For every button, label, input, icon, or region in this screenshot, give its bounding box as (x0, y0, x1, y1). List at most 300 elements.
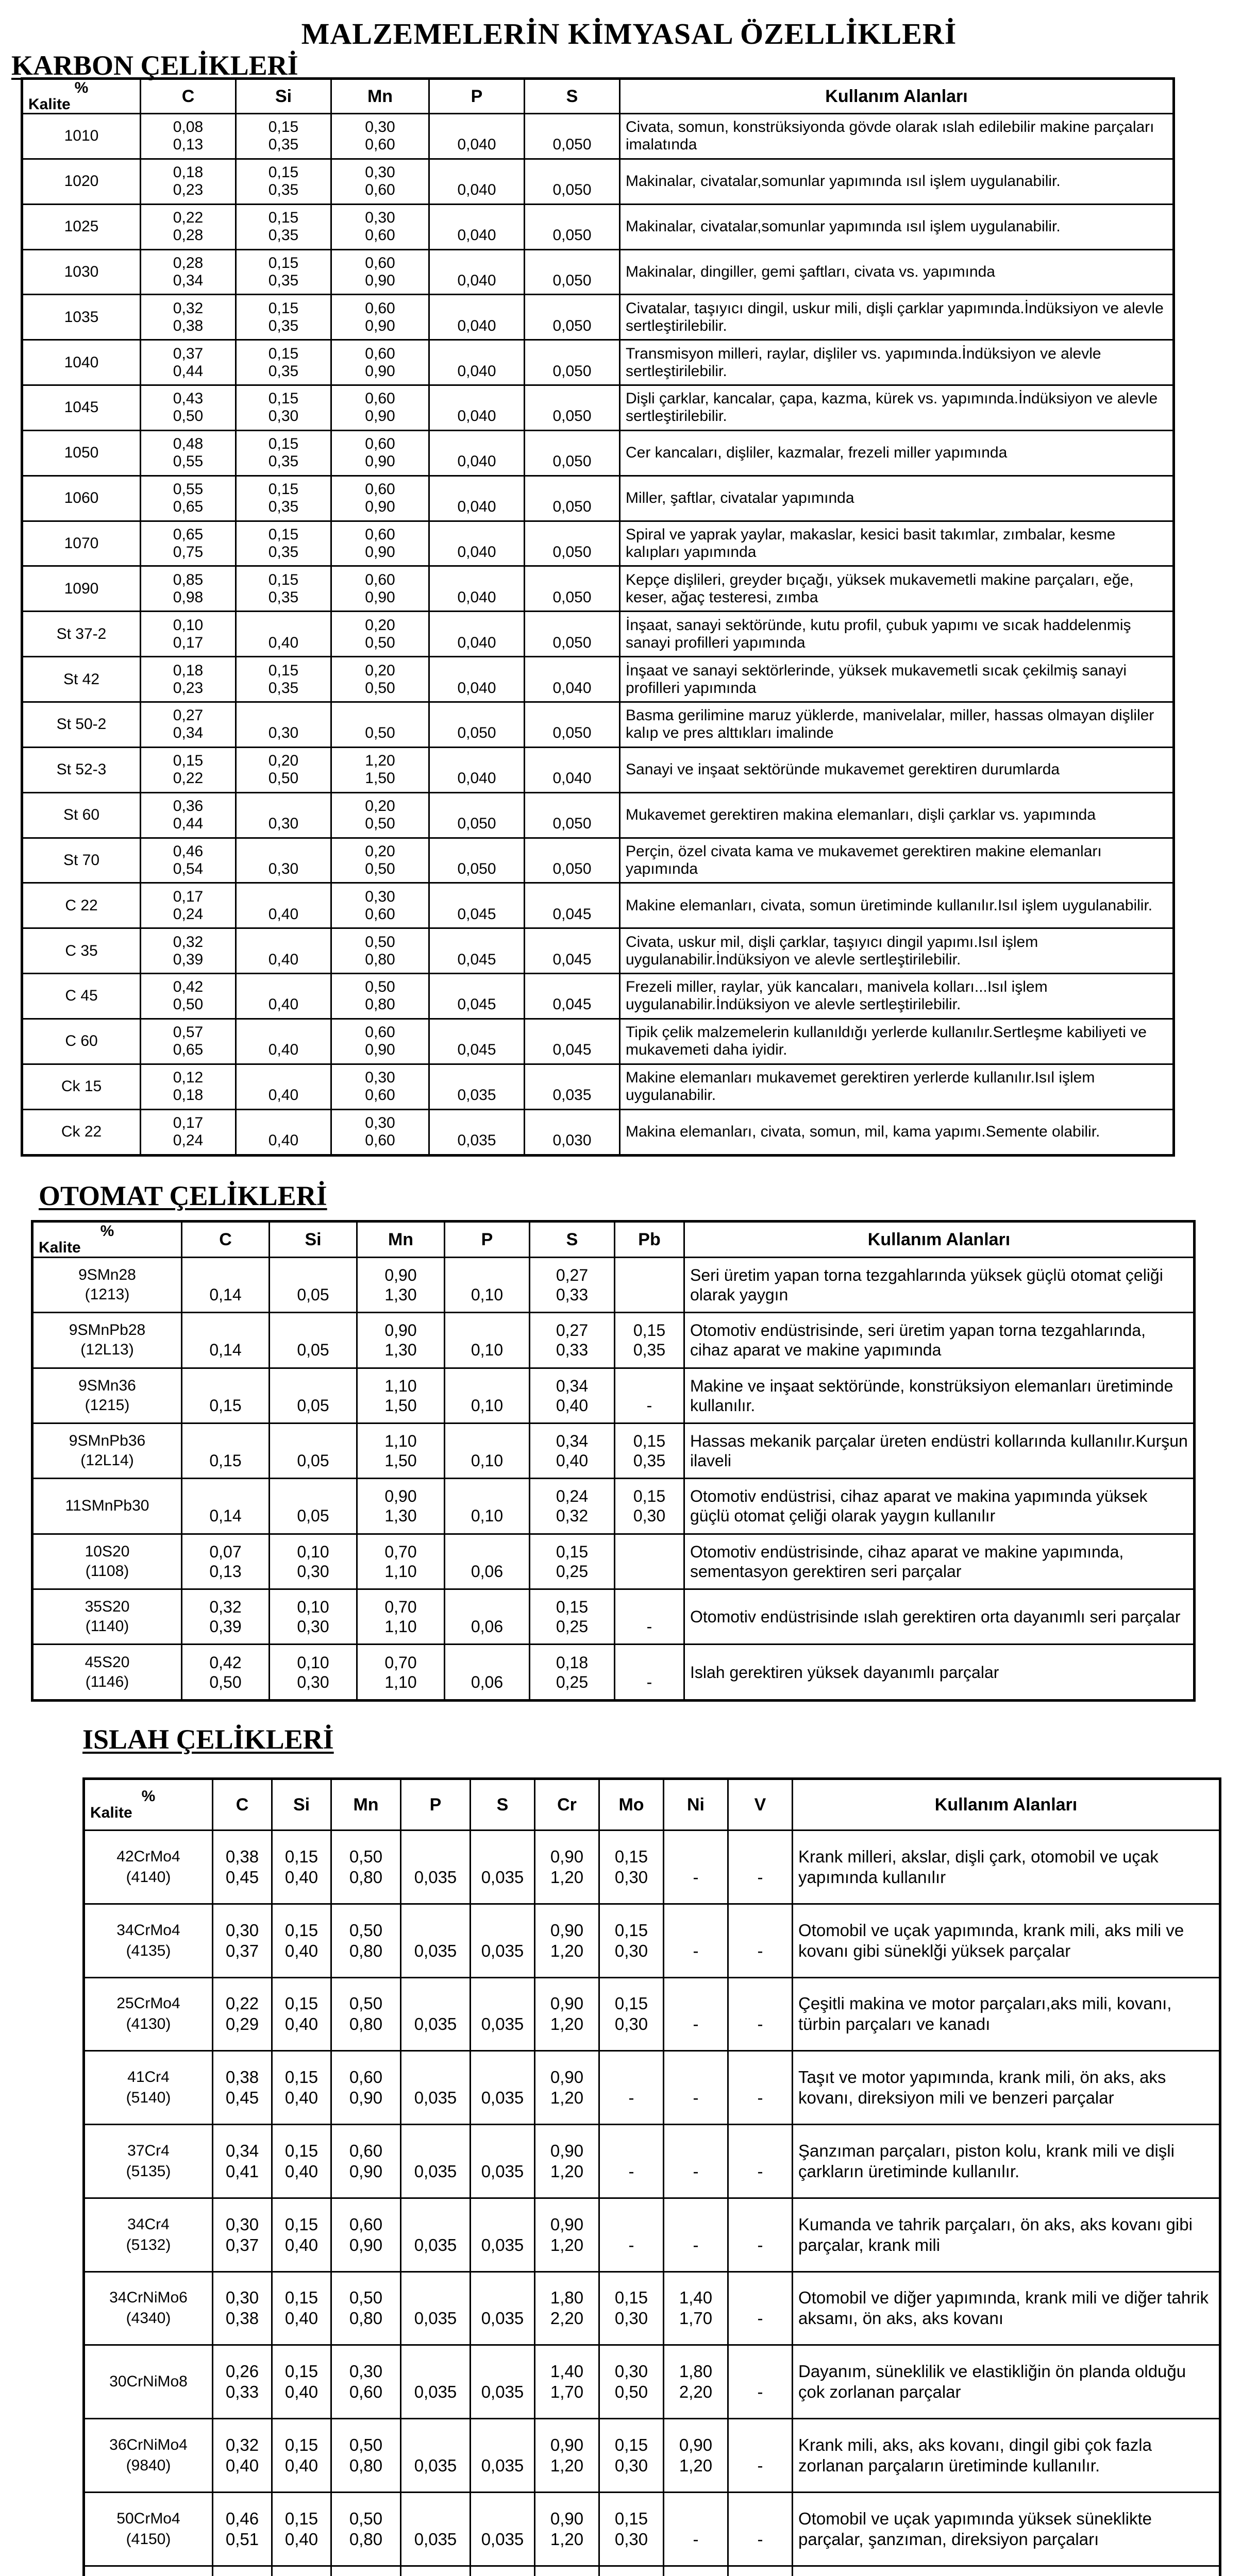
value-min: 0,50 (349, 1994, 383, 2013)
usage-cell: Miller, şaftlar, civatalar yapımında (620, 476, 1174, 521)
value-max: 0,050 (552, 724, 592, 742)
value-cell (525, 1064, 620, 1109)
value-cell (236, 476, 331, 521)
table-row (32, 1645, 1195, 1701)
value-max: 0,33 (225, 2382, 259, 2402)
value-cell (728, 2051, 793, 2125)
value-cell (445, 1313, 530, 1368)
value-min (188, 1486, 263, 1506)
column-header: C (213, 1779, 272, 1831)
value-cell (331, 159, 429, 204)
usage-cell: Taşıt ve motor yapımında, krank mili, ön aks, aks kovanı, direksiyon mili ve benzeri parçalar (793, 2051, 1220, 2125)
value-cell (599, 1831, 664, 1904)
value-min (476, 2067, 529, 2088)
value-cell (331, 2272, 401, 2345)
value-max: 0,05 (297, 1451, 329, 1470)
value-min (530, 209, 614, 227)
value-min: 0,10 (297, 1542, 329, 1561)
value-min (605, 2214, 658, 2235)
value-max: 1,20 (550, 2529, 584, 2549)
value-cell (471, 2051, 535, 2125)
value-min (530, 345, 614, 363)
value-max: 0,35 (633, 1341, 666, 1360)
quality-cell (84, 1904, 213, 1977)
usage-cell (793, 2566, 1220, 2576)
value-min (435, 164, 518, 181)
value-max: 0,50 (365, 679, 395, 697)
value-cell (270, 1589, 357, 1644)
value-max: 0,06 (471, 1672, 504, 1691)
value-cell (525, 702, 620, 747)
value-min (407, 1846, 464, 1867)
value-max: 0,24 (173, 1132, 204, 1149)
value-min: 0,50 (349, 2435, 383, 2454)
value-min: 0,27 (556, 1266, 589, 1285)
value-min: 0,30 (365, 1114, 395, 1132)
value-cell (141, 340, 236, 385)
value-cell (182, 1479, 270, 1534)
value-max: 0,40 (268, 634, 299, 651)
table-row (84, 1977, 1220, 2051)
quality-name: C 22 (65, 896, 98, 914)
value-cell (401, 2566, 471, 2576)
value-max: 0,23 (173, 679, 204, 697)
table-row (84, 2492, 1220, 2566)
value-max: 0,23 (173, 181, 204, 199)
value-max: 0,035 (481, 2088, 524, 2108)
value-min: 0,30 (614, 2362, 648, 2381)
value-min (407, 2435, 464, 2455)
table-row (22, 838, 1174, 883)
value-cell (270, 1258, 357, 1313)
value-min: 0,18 (556, 1653, 589, 1672)
value-min (407, 2287, 464, 2308)
usage-cell: İnşaat, sanayi sektöründe, kutu profil, çubuk yapımı ve sıcak haddelenmiş sanayi profilleri yapımında (620, 612, 1174, 657)
value-min: 0,32 (173, 933, 204, 951)
value-cell (664, 2419, 728, 2493)
value-cell (530, 1423, 615, 1478)
value-cell (236, 385, 331, 431)
value-min (530, 752, 614, 770)
value-min (530, 481, 614, 498)
value-cell (429, 340, 525, 385)
value-cell (525, 883, 620, 928)
value-min (435, 526, 518, 544)
value-max: 0,33 (556, 1285, 589, 1304)
value-cell (141, 747, 236, 792)
value-min (620, 1597, 678, 1617)
table-row (84, 2051, 1220, 2125)
value-cell (141, 974, 236, 1019)
value-max: 0,050 (457, 815, 496, 833)
value-min: 0,43 (173, 390, 204, 408)
value-max: 0,13 (209, 1562, 242, 1581)
value-cell (615, 1534, 684, 1589)
value-max: - (693, 1941, 699, 1960)
value-cell (599, 1977, 664, 2051)
value-cell (535, 2272, 599, 2345)
value-cell (331, 747, 429, 792)
value-max: 0,06 (471, 1617, 504, 1636)
value-cell (331, 792, 429, 838)
header-kalite (22, 79, 141, 114)
value-min: 0,30 (349, 2362, 383, 2381)
value-cell (728, 1831, 793, 1904)
value-min (435, 978, 518, 996)
value-max: 0,90 (365, 453, 395, 470)
usage-cell: Seri üretim yapan torna tezgahlarında yüksek güçlü otomat çeliği olarak yaygın (684, 1258, 1195, 1313)
value-max: 0,90 (365, 362, 395, 380)
value-min (242, 1024, 325, 1041)
value-max: 0,30 (297, 1562, 329, 1581)
value-cell (331, 2051, 401, 2125)
quality-cell (32, 1589, 182, 1644)
value-max: 0,55 (173, 453, 204, 470)
value-min: 0,15 (268, 299, 299, 317)
value-min (435, 1114, 518, 1132)
value-min (435, 1024, 518, 1041)
value-min (530, 707, 614, 724)
value-min: 0,30 (365, 118, 395, 136)
value-cell (331, 566, 429, 612)
header-kalite (84, 1779, 213, 1831)
value-min (530, 526, 614, 544)
value-cell (429, 430, 525, 476)
quality-cell (22, 792, 141, 838)
value-cell (429, 249, 525, 295)
value-min (435, 707, 518, 724)
value-min: 0,15 (173, 752, 204, 770)
value-cell (599, 2051, 664, 2125)
table-row (32, 1313, 1195, 1368)
value-min (530, 798, 614, 815)
value-min: 0,90 (550, 2214, 584, 2234)
value-cell (525, 159, 620, 204)
value-min (530, 1024, 614, 1041)
value-max: 0,40 (268, 951, 299, 968)
value-min: 0,20 (365, 616, 395, 634)
value-min (407, 1993, 464, 2014)
value-min (476, 2141, 529, 2161)
value-max: 0,045 (457, 996, 496, 1013)
quality-cell (32, 1368, 182, 1423)
value-min: 0,15 (268, 435, 299, 453)
quality-name: (1140) (85, 1618, 129, 1635)
table-row (22, 747, 1174, 792)
value-max: 0,90 (365, 498, 395, 516)
value-max: 0,040 (552, 679, 592, 697)
quality-cell (84, 1977, 213, 2051)
value-min: 0,20 (365, 842, 395, 860)
value-max: 0,050 (457, 724, 496, 742)
value-max: 0,05 (297, 1285, 329, 1304)
value-cell (530, 1589, 615, 1644)
value-cell (429, 1109, 525, 1155)
value-cell (429, 792, 525, 838)
value-max: 0,035 (414, 2529, 457, 2549)
value-cell (213, 2272, 272, 2345)
value-max: 0,80 (365, 951, 395, 968)
value-cell (141, 249, 236, 295)
value-cell (535, 2345, 599, 2419)
value-min (407, 2361, 464, 2382)
value-max: - (757, 2161, 763, 2181)
value-min: 0,26 (225, 2362, 259, 2381)
value-cell (429, 114, 525, 159)
value-cell (525, 476, 620, 521)
value-min (734, 2361, 786, 2382)
value-cell (331, 657, 429, 702)
value-min (734, 2214, 786, 2235)
table-row (84, 1831, 1220, 1904)
table-row (22, 1109, 1174, 1155)
value-max: 0,035 (414, 2456, 457, 2475)
value-cell (525, 838, 620, 883)
value-max: 0,24 (173, 905, 204, 923)
value-min: 0,50 (365, 978, 395, 996)
value-max: 0,30 (297, 1617, 329, 1636)
section-title-otomat: OTOMAT ÇELİKLERİ (39, 1180, 327, 1211)
value-max: 0,050 (552, 453, 592, 470)
value-cell (535, 1977, 599, 2051)
quality-name: 25CrMo4 (116, 1995, 180, 2012)
value-cell (236, 566, 331, 612)
value-max: - (628, 2235, 634, 2255)
column-header: Si (236, 79, 331, 114)
value-max: 0,30 (614, 1941, 648, 1960)
usage-cell: Kepçe dişlileri, greyder bıçağı, yüksek mukavemetli makine parçaları, eğe, keser, ağaç testeresi, zımba (620, 566, 1174, 612)
value-max (620, 1562, 678, 1581)
value-max: 0,40 (556, 1451, 589, 1470)
value-cell (236, 747, 331, 792)
value-max: 0,05 (297, 1506, 329, 1526)
value-cell (728, 2492, 793, 2566)
value-cell (525, 385, 620, 431)
value-max: 0,40 (284, 2382, 318, 2402)
value-max: 0,41 (225, 2161, 259, 2181)
usage-cell: Otomotiv endüstrisinde ıslah gerektiren orta dayanımlı seri parçalar (684, 1589, 1195, 1644)
quality-name: St 42 (63, 670, 100, 688)
value-cell (429, 838, 525, 883)
value-min (530, 934, 614, 951)
value-max: 0,035 (414, 2309, 457, 2328)
value-max: 0,40 (284, 2161, 318, 2181)
value-cell (331, 114, 429, 159)
value-min (620, 1653, 678, 1672)
value-cell (615, 1479, 684, 1534)
value-max: 0,40 (284, 1941, 318, 1960)
value-min (530, 390, 614, 408)
value-max: - (757, 2529, 763, 2549)
value-min (476, 2435, 529, 2455)
column-header: Mn (331, 1779, 401, 1831)
value-cell (331, 521, 429, 566)
value-max: 0,37 (225, 2235, 259, 2255)
quality-name: 1060 (64, 489, 99, 507)
value-min: 0,15 (284, 1994, 318, 2013)
value-min (450, 1653, 524, 1672)
value-max: 0,035 (481, 1867, 524, 1887)
value-max: 0,040 (457, 227, 496, 244)
quality-name: (4150) (126, 2530, 171, 2548)
value-min (275, 1265, 351, 1285)
value-min (242, 843, 325, 860)
value-min: 0,32 (209, 1598, 242, 1617)
table-row (22, 114, 1174, 159)
value-min: 0,30 (365, 888, 395, 905)
value-cell (270, 1645, 357, 1701)
value-max: 0,34 (173, 272, 204, 289)
value-cell (272, 2419, 331, 2493)
column-header: P (429, 79, 525, 114)
value-cell (331, 883, 429, 928)
value-cell (535, 2419, 599, 2493)
value-cell (525, 295, 620, 340)
usage-cell: Çeşitli makina ve motor parçaları,aks mili, kovanı, türbin parçaları ve kanadı (793, 1977, 1220, 2051)
value-cell (141, 702, 236, 747)
value-max: 0,35 (633, 1451, 666, 1470)
quality-cell (32, 1258, 182, 1313)
value-cell (429, 657, 525, 702)
value-max: 0,40 (268, 996, 299, 1013)
value-cell (182, 1423, 270, 1478)
value-max: 0,06 (471, 1562, 504, 1581)
value-cell (429, 612, 525, 657)
value-cell (331, 249, 429, 295)
value-min (242, 617, 325, 634)
value-cell (331, 1977, 401, 2051)
value-min: 1,40 (550, 2362, 584, 2381)
quality-name: 1050 (64, 444, 99, 462)
quality-name: 1090 (64, 580, 99, 597)
value-max: 1,20 (550, 2014, 584, 2034)
quality-cell (32, 1645, 182, 1701)
value-cell (728, 1904, 793, 1977)
column-header: P (445, 1222, 530, 1258)
value-cell (357, 1368, 445, 1423)
quality-cell (32, 1313, 182, 1368)
value-cell (331, 2345, 401, 2419)
value-min (530, 1069, 614, 1087)
header-row (84, 1779, 1220, 1831)
value-min (188, 1431, 263, 1451)
value-min (734, 1846, 786, 1867)
quality-cell (84, 1831, 213, 1904)
value-min (435, 843, 518, 860)
table-otomat (31, 1220, 1196, 1702)
value-min: 0,42 (209, 1653, 242, 1672)
column-header: Pb (615, 1222, 684, 1258)
value-cell (525, 521, 620, 566)
usage-cell: İnşaat ve sanayi sektörlerinde, yüksek mukavemetli sıcak çekilmiş sanayi profilleri yapımında (620, 657, 1174, 702)
value-max: 0,035 (414, 2161, 457, 2181)
value-cell (182, 1368, 270, 1423)
value-max: 0,50 (209, 1672, 242, 1691)
value-min: 0,57 (173, 1024, 204, 1041)
value-cell (272, 2125, 331, 2198)
page-title: MALZEMELERİN KİMYASAL ÖZELLİKLERİ (301, 17, 957, 50)
value-cell (525, 657, 620, 702)
value-cell (331, 340, 429, 385)
value-min: 0,22 (173, 209, 204, 227)
value-cell (530, 1479, 615, 1534)
value-min: 0,60 (349, 2067, 383, 2087)
value-cell (471, 2566, 535, 2576)
quality-name: (4340) (126, 2310, 171, 2327)
value-min: 0,90 (550, 2435, 584, 2454)
value-cell (141, 159, 236, 204)
quality-name: 34Cr4 (127, 2215, 170, 2233)
value-max: 0,05 (297, 1341, 329, 1360)
value-max: 0,045 (457, 905, 496, 923)
value-max: 0,035 (457, 1132, 496, 1149)
value-cell (445, 1423, 530, 1478)
column-header: Ni (664, 1779, 728, 1831)
table-row (22, 385, 1174, 431)
value-cell (236, 159, 331, 204)
value-max: 0,37 (225, 1941, 259, 1960)
value-cell (728, 2345, 793, 2419)
value-max (620, 1285, 678, 1304)
quality-name: (1108) (85, 1562, 129, 1580)
value-max: 0,050 (552, 498, 592, 516)
value-min: 0,15 (284, 2141, 318, 2160)
quality-name: (1215) (85, 1396, 130, 1414)
value-max: 0,60 (365, 905, 395, 923)
value-cell (401, 1977, 471, 2051)
value-cell (429, 566, 525, 612)
column-header: Mo (599, 1779, 664, 1831)
quality-name: C 35 (65, 942, 98, 959)
value-cell (525, 114, 620, 159)
column-header: Mn (331, 79, 429, 114)
value-max: 1,50 (384, 1451, 417, 1470)
value-max: - (646, 1617, 652, 1636)
quality-name: 10S20 (85, 1543, 130, 1560)
value-cell (471, 1831, 535, 1904)
value-max: 0,040 (457, 544, 496, 561)
value-min: 0,15 (268, 481, 299, 498)
table-row (22, 974, 1174, 1019)
value-cell (615, 1423, 684, 1478)
table-row (84, 2198, 1220, 2272)
column-header: Mn (357, 1222, 445, 1258)
quality-cell (22, 1109, 141, 1155)
value-cell (615, 1313, 684, 1368)
value-min (669, 2509, 722, 2529)
value-max: 1,70 (550, 2382, 584, 2402)
value-max: 0,05 (297, 1396, 329, 1415)
value-cell (445, 1368, 530, 1423)
value-max: 0,050 (552, 588, 592, 606)
value-max: 0,90 (365, 317, 395, 334)
value-min: 0,50 (349, 2288, 383, 2308)
value-min: 0,15 (614, 2288, 648, 2308)
value-min (620, 1265, 678, 1285)
value-cell (272, 2345, 331, 2419)
value-min: 0,15 (268, 345, 299, 362)
value-min: 0,07 (209, 1542, 242, 1561)
table-karbon (21, 77, 1175, 1157)
value-min (734, 2141, 786, 2161)
value-max: - (757, 2382, 763, 2402)
value-max: 0,45 (225, 2088, 259, 2108)
value-cell (331, 295, 429, 340)
value-max: 0,35 (268, 181, 299, 199)
value-cell (141, 114, 236, 159)
value-min: 0,27 (556, 1321, 589, 1340)
value-cell (599, 1904, 664, 1977)
